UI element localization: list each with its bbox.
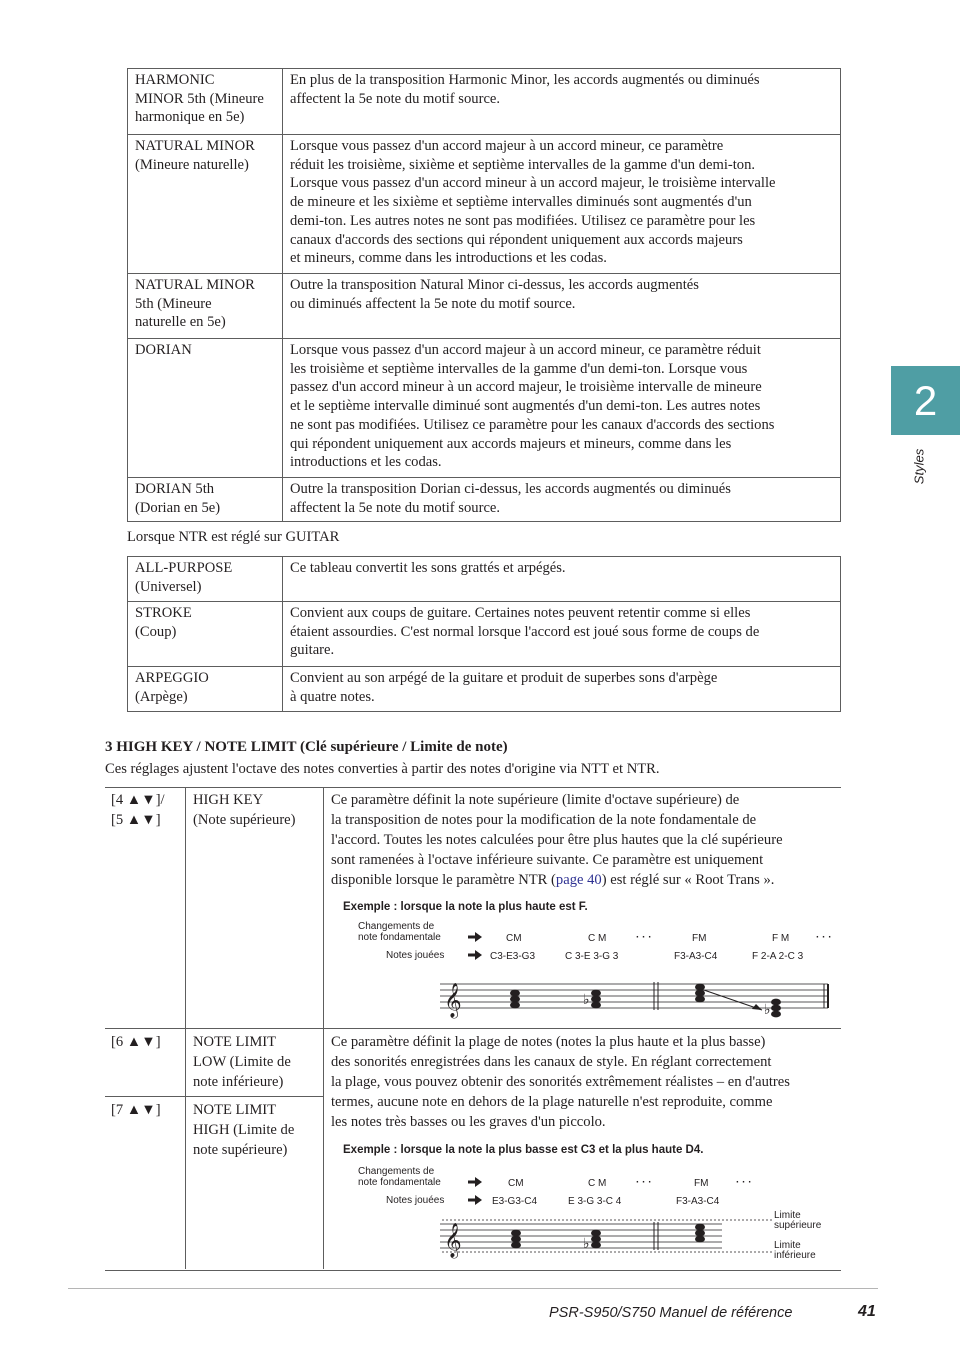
table-row [128,602,841,667]
limit-upper-label: supérieure [774,1220,822,1231]
ellipsis: · · · [636,1177,652,1188]
limit-lower-label: inférieure [774,1250,816,1261]
param-name: DORIAN [128,339,283,478]
table-row [128,274,841,339]
param-name: HARMONIC MINOR 5th (Mineure harmonique en 5e) [128,69,283,135]
arrow-right-icon [468,950,482,960]
footer-title: PSR-S950/S750 Manuel de référence [549,1305,793,1321]
chord-notes [510,984,781,1018]
arrow-right-icon [468,932,482,942]
high-key-name: HIGH KEY (Note supérieure) [193,792,296,828]
param-name: NATURAL MINOR 5th (Mineure naturelle en 5e) [128,274,283,339]
page-link[interactable]: page 40 [555,872,602,888]
high-key-buttons: [4 ▲▼]/ [5 ▲▼] [111,792,165,828]
table-row [128,69,841,135]
ellipsis: · · · [736,1177,752,1188]
guitar-table [127,556,841,712]
chord-label: CM [506,933,522,944]
param-desc: Convient aux coups de guitare. Certaines notes peuvent retentir comme si elles étaient assourdies. C'est normal lorsque l'accord est joué sous forme de coups de guitare. [283,602,841,667]
param-name: DORIAN 5th (Dorian en 5e) [128,478,283,522]
param-name: ALL-PURPOSE (Universel) [128,557,283,602]
note-limit-example-title: Exemple : lorsque la note la plus basse est C3 et la plus haute D4. [343,1144,704,1156]
chord-label: C M [588,933,607,944]
param-name: ARPEGGIO (Arpège) [128,667,283,712]
param-desc: Lorsque vous passez d'un accord majeur à un accord mineur, ce paramètre réduit les troisième et septième intervalles de la gamme d'un demi-ton. Lorsque vous passez d'un accord mineur à un accord majeur, le troisième intervalle de mineure et le septième intervalle diminué sont augmentés d'un demi-ton. Les autres notes ne sont pas modifiées. Utilisez ce paramètre pour les canaux d'accords des sections qui répondent uniquement aux accords majeurs et mineurs, comme dans les introductions et les codas. [283,339,841,478]
param-desc: Outre la transposition Dorian ci-dessus, les accords augmentés ou diminués affectent la 5e note du motif source. [283,478,841,522]
high-key-example-title: Exemple : lorsque la note la plus haute est F. [343,901,588,913]
treble-clef-icon: 𝄞 [444,983,462,1018]
note-label: C3-E3-G3 [490,951,536,962]
label-root-changes: Changements de [358,921,435,932]
label-played-notes: Notes jouées [386,1195,445,1206]
footer-divider [68,1288,878,1289]
param-desc: Convient au son arpégé de la guitare et produit de superbes sons d'arpège à quatre notes. [283,667,841,712]
row-divider [105,1028,841,1029]
section-heading: 3 HIGH KEY / NOTE LIMIT (Clé supérieure / Limite de note) [105,739,508,755]
note-label: F3-A3-C4 [674,951,718,962]
guitar-caption: Lorsque NTR est réglé sur GUITAR [127,529,340,545]
high-key-example-diagram [350,918,845,1026]
note-limit-desc: Ce paramètre définit la plage de notes (notes la plus haute et la plus basse) des sonorités enregistrées dans les canaux de style. En réglant correctement la plage, vous pouvez obtenir des sonorités extrêmement réalistes – en d'autres termes, aucune note en dehors de la plage naturelle n'est reproduite, comme les notes très basses ou les graves d'un piccolo. [331,1034,790,1130]
row-divider [105,1096,323,1097]
table-row [128,478,841,522]
ellipsis: · · · [636,932,652,943]
chord-label: CM [508,1178,524,1189]
label-played-notes: Notes jouées [386,950,445,961]
high-key-note-limit-table [105,787,841,1271]
note-label: C 3-E 3-G 3 [565,951,619,962]
chord-type-table [127,68,841,522]
label-root-changes: Changements de [358,1166,435,1177]
chord-label: F M [772,933,790,944]
chapter-tab: 2 [891,366,960,435]
limit-upper-label: Limite [774,1210,801,1221]
param-desc: Lorsque vous passez d'un accord majeur à un accord mineur, ce paramètre réduit les troisième, sixième et septième intervalles de la gamme d'un demi-ton. Lorsque vous passez d'un accord mineur à un accord majeur, le troisième intervalle de mineure et les sixième et septième intervalles diminués sont augmentés d'un demi-ton. Les autres notes ne sont pas modifiées. Utilisez ce paramètre pour les canaux d'accords des sections qui répondent uniquement aux accords majeurs et mineurs, comme dans les introductions et les codas. [283,135,841,274]
param-desc: Outre la transposition Natural Minor ci-dessus, les accords augmentés ou diminués affectent la 5e note du motif source. [283,274,841,339]
chord-label: FM [694,1178,709,1189]
limit-lower-label: Limite [774,1240,801,1251]
note-limit-example-diagram [350,1162,840,1266]
svg-text:♭: ♭ [583,1236,590,1252]
label-root-changes: note fondamentale [358,932,441,943]
table-row [128,667,841,712]
page-number: 41 [858,1303,876,1320]
note-limit-low-name: NOTE LIMIT LOW (Limite de note inférieure) [193,1034,291,1090]
param-desc: En plus de la transposition Harmonic Minor, les accords augmentés ou diminués affectent la 5e note du motif source. [283,69,841,135]
chord-label: C M [588,1178,607,1189]
chord-label: FM [692,933,707,944]
section-intro: Ces réglages ajustent l'octave des notes converties à partir des notes d'origine via NTT et NTR. [105,761,660,777]
note-label: E 3-G 3-C 4 [568,1196,622,1207]
high-key-desc [331,790,831,890]
chapter-label-text: Styles [911,448,927,485]
arrow-right-icon [468,1195,482,1205]
param-name: STROKE (Coup) [128,602,283,667]
svg-text:♭: ♭ [764,1002,771,1018]
note-label: F 2-A 2-C 3 [752,951,804,962]
chapter-label [908,445,930,495]
label-root-changes: note fondamentale [358,1177,441,1188]
table-row [128,557,841,602]
high-key-desc-text-end: ) est réglé sur « Root Trans ». [601,872,775,888]
table-row [128,135,841,274]
note-limit-low-buttons: [6 ▲▼] [111,1034,161,1050]
ellipsis: · · · [816,932,832,943]
note-label: F3-A3-C4 [676,1196,720,1207]
arrow-right-icon [468,1177,482,1187]
note-label: E3-G3-C4 [492,1196,538,1207]
note-limit-high-name: NOTE LIMIT HIGH (Limite de note supérieure) [193,1102,295,1158]
table-row [128,339,841,478]
high-key-desc-text: Ce paramètre définit la note supérieure (limite d'octave supérieure) de la transposition de notes pour la modification de la note fondamentale de l'accord. Toutes les notes calculées pour être plus hautes que la clé supérieure sont ramenées à l'octave inférieure suivante. Ce paramètre est uniquement disponible lorsque le paramètre NTR ( [331,792,783,888]
music-staff [440,1220,772,1252]
note-limit-high-buttons: [7 ▲▼] [111,1102,161,1118]
param-name: NATURAL MINOR (Mineure naturelle) [128,135,283,274]
svg-text:♭: ♭ [583,992,590,1008]
treble-clef-icon: 𝄞 [444,1223,462,1258]
param-desc: Ce tableau convertit les sons grattés et arpégés. [283,557,841,602]
